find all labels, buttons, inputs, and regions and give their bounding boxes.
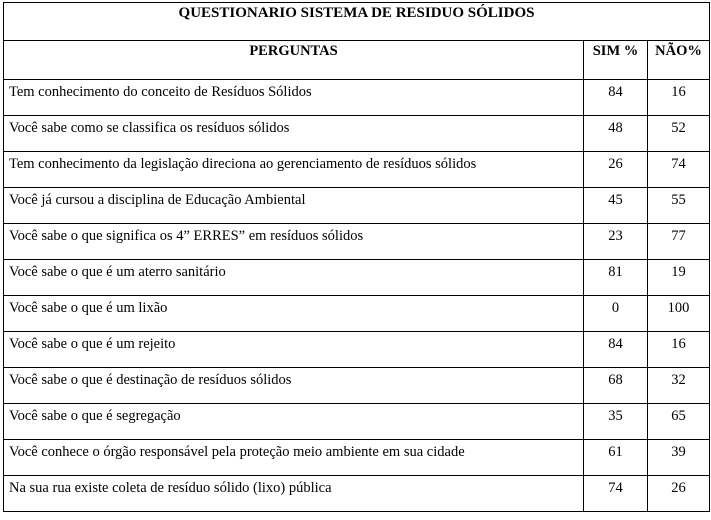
table-title: QUESTIONARIO SISTEMA DE RESIDUO SÓLIDOS (4, 3, 710, 41)
question-cell: Você sabe o que é um rejeito (4, 332, 584, 368)
no-percent-cell: 16 (648, 80, 710, 116)
no-percent-cell: 19 (648, 260, 710, 296)
survey-table (3, 2, 710, 512)
table-row (4, 368, 710, 404)
yes-percent-cell: 84 (584, 332, 648, 368)
question-cell: Você sabe o que é um lixão (4, 296, 584, 332)
table-row (4, 440, 710, 476)
yes-percent-cell: 23 (584, 224, 648, 260)
no-percent-cell: 74 (648, 152, 710, 188)
no-percent-cell: 32 (648, 368, 710, 404)
yes-percent-cell: 0 (584, 296, 648, 332)
no-percent-cell: 26 (648, 476, 710, 512)
yes-percent-cell: 61 (584, 440, 648, 476)
question-cell: Você sabe como se classifica os resíduos sólidos (4, 116, 584, 152)
question-cell: Você sabe o que é um aterro sanitário (4, 260, 584, 296)
table-row (4, 260, 710, 296)
no-percent-cell: 39 (648, 440, 710, 476)
no-percent-cell: 55 (648, 188, 710, 224)
yes-percent-cell: 35 (584, 404, 648, 440)
header-no-percent: NÃO% (648, 41, 710, 80)
yes-percent-cell: 81 (584, 260, 648, 296)
yes-percent-cell: 26 (584, 152, 648, 188)
question-cell: Você já cursou a disciplina de Educação Ambiental (4, 188, 584, 224)
no-percent-cell: 52 (648, 116, 710, 152)
question-cell: Tem conhecimento da legislação direciona ao gerenciamento de resíduos sólidos (4, 152, 584, 188)
table-row (4, 116, 710, 152)
yes-percent-cell: 74 (584, 476, 648, 512)
no-percent-cell: 65 (648, 404, 710, 440)
yes-percent-cell: 48 (584, 116, 648, 152)
table-row (4, 404, 710, 440)
table-row (4, 80, 710, 116)
question-cell: Você conhece o órgão responsável pela proteção meio ambiente em sua cidade (4, 440, 584, 476)
table-row (4, 152, 710, 188)
yes-percent-cell: 84 (584, 80, 648, 116)
question-cell: Você sabe o que é segregação (4, 404, 584, 440)
table-row (4, 476, 710, 512)
table-header-row (4, 41, 710, 80)
survey-table-frame (3, 2, 709, 518)
table-row (4, 224, 710, 260)
yes-percent-cell: 45 (584, 188, 648, 224)
question-cell: Na sua rua existe coleta de resíduo sólido (lixo) pública (4, 476, 584, 512)
question-cell: Você sabe o que significa os 4” ERRES” em resíduos sólidos (4, 224, 584, 260)
header-questions: PERGUNTAS (4, 41, 584, 80)
no-percent-cell: 16 (648, 332, 710, 368)
no-percent-cell: 100 (648, 296, 710, 332)
question-cell: Tem conhecimento do conceito de Resíduos Sólidos (4, 80, 584, 116)
table-row (4, 296, 710, 332)
table-row (4, 332, 710, 368)
table-title-row (4, 3, 710, 41)
header-yes-percent: SIM % (584, 41, 648, 80)
yes-percent-cell: 68 (584, 368, 648, 404)
no-percent-cell: 77 (648, 224, 710, 260)
table-row (4, 188, 710, 224)
question-cell: Você sabe o que é destinação de resíduos sólidos (4, 368, 584, 404)
